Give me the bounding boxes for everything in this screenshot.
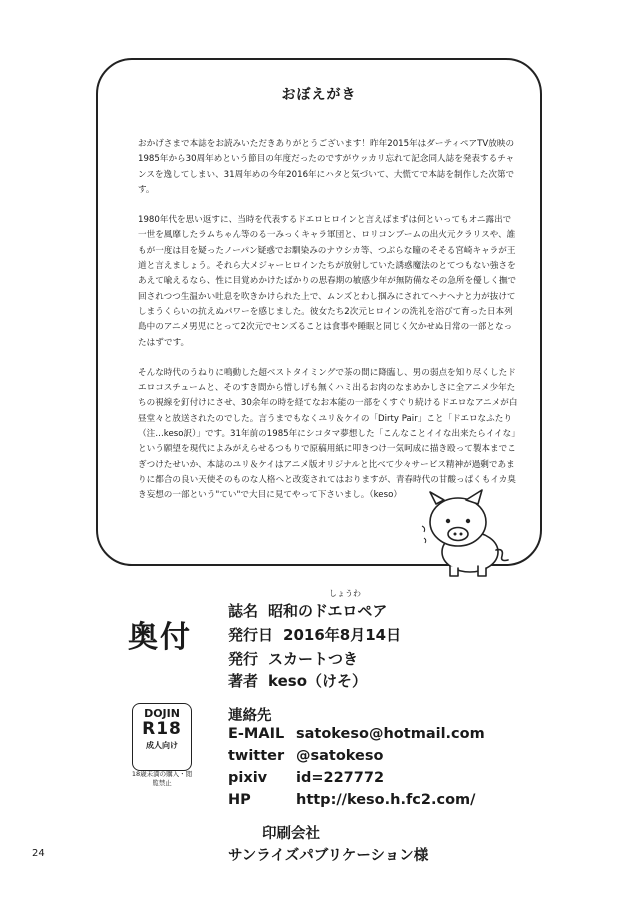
afterword-paragraph: そんな時代のうねりに鳴動した超ベストタイミングで茶の間に降臨し、男の弱点を知り尽くしたドエロコスチュームと、そのすき間から惜しげも無くハミ出るお肉のなまめかしさに全アニメ少年たちの視線を釘付けにさせ、30余年の時を経てなお本能の一部をくすぐり続けるドエロなアニメが白昼堂々と放送されたのでした。言うまでもなくユリ＆ケイの「Dirty Pair」こと「ドエロなふたり（注…keso訳）」です。31年前の1985年にシコタマ夢想した「こんなことイイな出来たらイイな」という願望を現代によみがえらせるつもりで原稿用紙に叩きつけ一気呵成に描き殴って製本までこぎつけたせいか、本誌のユリ＆ケイはアニメ版オリジナルと比べて少々サービス精神が過剰であまりに都合の良い天使そのものな人格へと改変されてはおりますが、青春時代の甘酸っぱくもイカ臭き妄想の一部という"てい"で大目に見てやって下さいまし。（keso） — [138, 367, 518, 501]
afterword-title: おぼえがき — [281, 87, 357, 103]
badge-dojin: DOJIN — [144, 707, 180, 720]
colophon-value: スカートつき — [268, 650, 359, 668]
badge-adult: 成人向け — [146, 741, 178, 750]
contact-value: http://keso.h.fc2.com/ — [296, 792, 476, 808]
colophon-row-date — [228, 624, 401, 645]
colophon-title: 奥付 — [128, 620, 192, 655]
colophon-row-title — [228, 600, 387, 621]
age-restriction-note: 18歳未満の購入・閲覧禁止 — [131, 770, 193, 787]
colophon-value: 2016年8月14日 — [283, 626, 402, 644]
contact-heading: 連絡先 — [228, 708, 272, 724]
printer-name: サンライズパブリケーション様 — [228, 848, 429, 864]
colophon-key: 発行 — [228, 650, 259, 668]
title-ruby: しょうわ — [329, 589, 361, 598]
pig-illustration — [420, 486, 516, 580]
colophon-row-publisher — [228, 648, 358, 669]
contact-key: pixiv — [228, 770, 268, 786]
page-number: 24 — [32, 848, 45, 859]
colophon-key: 誌名 — [228, 602, 259, 620]
colophon-value: keso（けそ） — [268, 672, 367, 690]
contact-row-email — [228, 726, 485, 742]
contact-key: HP — [228, 792, 251, 808]
printer-heading: 印刷会社 — [262, 826, 320, 842]
contact-row-homepage — [228, 792, 475, 808]
colophon-value: 昭和のドエロペア — [268, 602, 388, 620]
contact-key: twitter — [228, 748, 285, 764]
badge-r18: R18 — [142, 719, 182, 739]
contact-key: E-MAIL — [228, 726, 285, 742]
r18-badge — [132, 703, 192, 771]
afterword-paragraph: 1980年代を思い返すに、当時を代表するドエロヒロインと言えばまずは何といってもオニ露出で一世を風靡したラムちゃん等のる一みっくキャラ軍団と、ロリコンブームの出火元クラリスや、誰もが一度は目を疑ったノーパン疑惑でお馴染みのナウシカ等、つぶらな瞳のそそる宮崎キャラが王道と言えましょう。それら大メジャーヒロインたちが放射していた誘惑魔法のとてつもない強さをあえて喩えるなら、性に目覚めかけたばかりの思春期の敏感少年が無防備なその急所を優しく撫で回されつつ生温かい吐息を吹きかけられた上で、ムンズとわし掴みにされてヘナヘナと力が抜けてしまうくらいの抗えぬパワーを感じました。彼女たち2次元ヒロインの洗礼を浴びて育った日本列島中のアニメ男児にとって2次元でセンズることは食事や睡眠と同じく欠かせぬ日常の一部となったはずです。 — [138, 215, 517, 348]
contact-row-pixiv — [228, 770, 384, 786]
contact-value: satokeso@hotmail.com — [296, 726, 485, 742]
colophon-key: 著者 — [228, 672, 259, 690]
colophon-row-author — [228, 670, 367, 691]
colophon-key: 発行日 — [228, 626, 274, 644]
contact-value: id=227772 — [296, 770, 385, 786]
afterword-body — [138, 137, 518, 519]
afterword-paragraph: おかげさまで本誌をお読みいただきありがとうございます！昨年2015年はダーティペアTV放映の1985年から30周年めという節目の年度だったのですがウッカリ忘れて記念同人誌を発表するチャンスを逸してしまい、31周年めの今年2016年にハタと気づいて、大慌てで本誌を制作した次第です。 — [138, 139, 515, 195]
contact-row-twitter — [228, 748, 384, 764]
contact-value: @satokeso — [296, 748, 384, 764]
